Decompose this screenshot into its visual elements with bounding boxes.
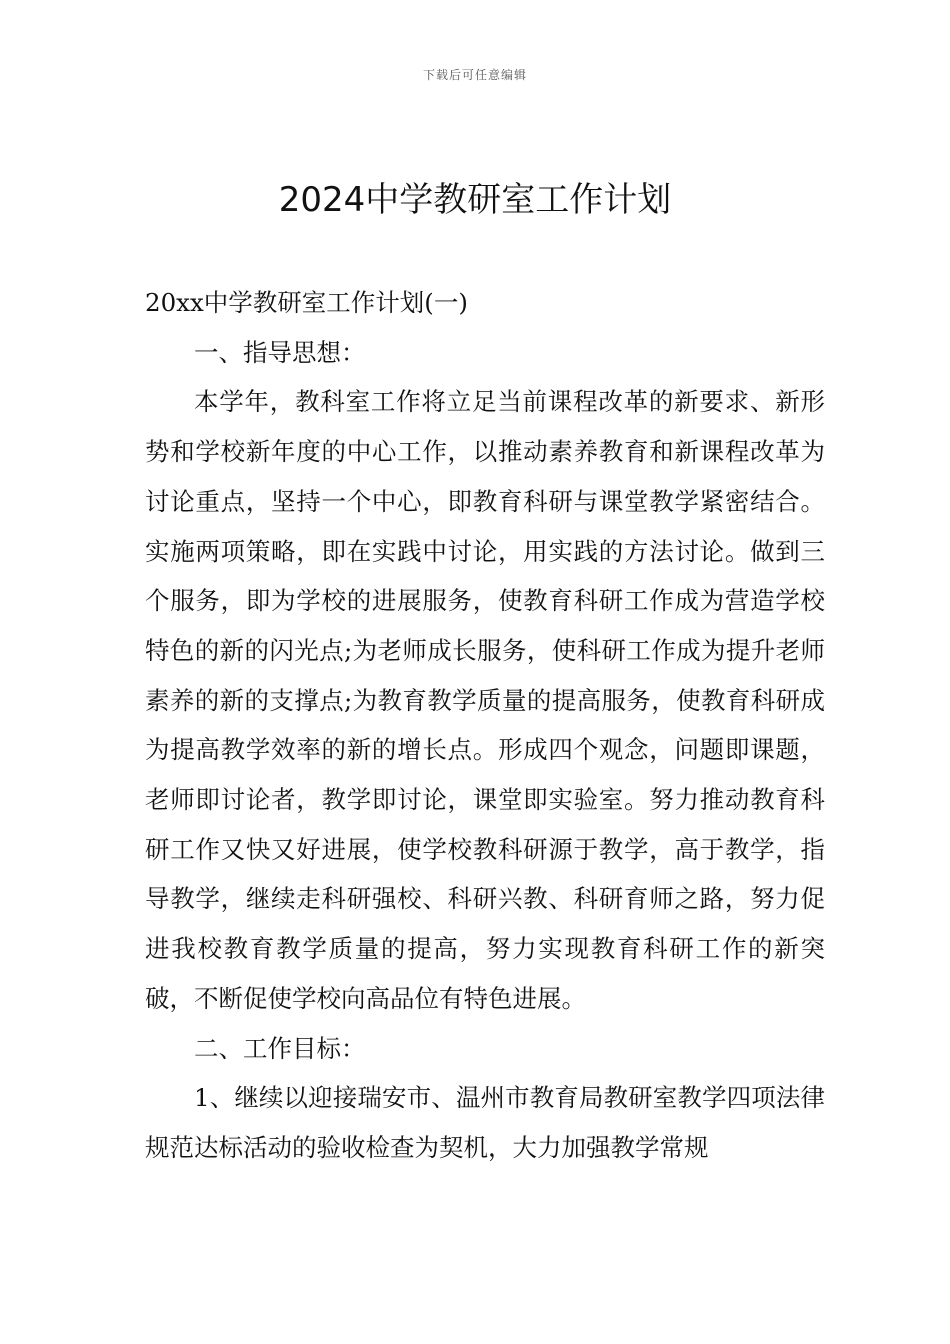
header-watermark: 下载后可任意编辑 (422, 68, 527, 82)
paragraph-goal-1: 1、继续以迎接瑞安市、温州市教育局教研室教学四项法律规范达标活动的验收检查为契机，大力加强教学常规 (145, 1083, 825, 1162)
document-body (145, 278, 825, 1173)
section-heading: 20xx中学教研室工作计划(一) (145, 288, 468, 317)
subheading-work-goals: 二、工作目标： (194, 1033, 366, 1063)
paragraph-guiding-thought: 本学年，教科室工作将立足当前课程改革的新要求、新形势和学校新年度的中心工作，以推动素养教育和新课程改革为讨论重点，坚持一个中心，即教育科研与课堂教学紧密结合。实施两项策略，即在实践中讨论，用实践的方法讨论。做到三个服务，即为学校的进展服务，使教育科研工作成为营造学校特色的新的闪光点;为老师成长服务，使科研工作成为提升老师素养的新的支撑点;为教育教学质量的提高服务，使教育科研成为提高教学效率的新的增长点。形成四个观念，问题即课题，老师即讨论者，教学即讨论，课堂即实验室。努力推动教育科研工作又快又好进展，使学校教科研源于教学，高于教学，指导教学，继续走科研强校、科研兴教、科研育师之路，努力促进我校教育教学质量的提高，努力实现教育科研工作的新突破，不断促使学校向高品位有特色进展。 (145, 387, 825, 1013)
subheading-guiding-thought: 一、指导思想： (194, 337, 366, 367)
document-title: 2024中学教研室工作计划 (278, 180, 672, 220)
